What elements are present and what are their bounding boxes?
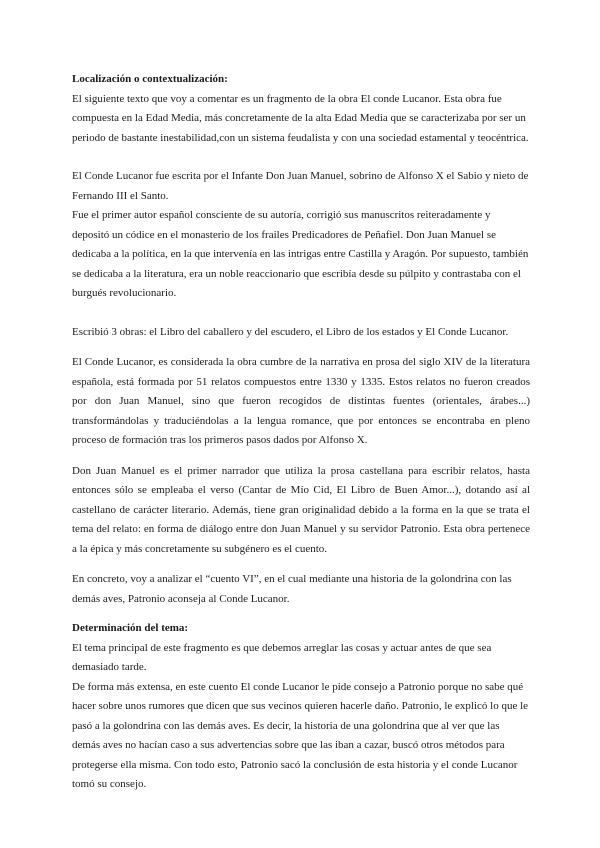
paragraph-obra-cumbre: El Conde Lucanor, es considerada la obra cumbre de la narrativa en prosa del siglo XIV de la literatura española, está formada por 51 relatos compuestos entre 1330 y 1335. Estos relatos no fueron creados por don Juan Manuel, sino que fueron recogidos de distintas fuentes (orientales, árabes...) transformándolas y traduciéndolas a la lengua romance, que por entonces se encontraba en pleno proceso de formación tras los primeros pasos dados por Alfonso X. (72, 356, 530, 446)
section-heading-tema: Determinación del tema: (72, 622, 189, 634)
paragraph-cuento-vi: En concreto, voy a analizar el “cuento VI”, en el cual mediante una historia de la golondrina con las demás aves, Patronio aconseja al Conde Lucanor. (72, 573, 512, 605)
paragraph-author: El Conde Lucanor fue escrita por el Infante Don Juan Manuel, sobrino de Alfonso X el Sabio y nieto de Fernando III el Santo. (72, 170, 529, 202)
paragraph-intro: El siguiente texto que voy a comentar es un fragmento de la obra El conde Lucanor. Esta obra fue compuesta en la Edad Media, más concretamente de la alta Edad Media que se caracterizaba por ser un periodo de bastante inestabilidad,con un sistema feudalista y con una sociedad estamental y teocéntrica. (72, 92, 529, 144)
paragraph-narrador: Don Juan Manuel es el primer narrador que utiliza la prosa castellana para escribir relatos, hasta entonces sólo se empleaba el verso (Cantar de Mío Cid, El Libro de Buen Amor...), dotando así al castellano de carácter literario. Además, tiene gran originalidad debido a la forma en la que se trata el tema del relato: en forma de diálogo entre don Juan Manuel y su servidor Patronio. Esta obra pertenece a la épica y más concretamente su subgénero es el cuento. (72, 464, 530, 555)
document-page (72, 70, 530, 795)
paragraph-works: Escribió 3 obras: el Libro del caballero y del escudero, el Libro de los estados y El Conde Lucanor. (72, 325, 509, 338)
paragraph-tema-principal: El tema principal de este fragmento es que debemos arreglar las cosas y actuar antes de que sea demasiado tarde. (72, 641, 492, 673)
paragraph-tema-extenso: De forma más extensa, en este cuento El conde Lucanor le pide consejo a Patronio porque no sabe qué hacer sobre unos rumores que dicen que sus vecinos quieren hacerle daño. Patronio, le explicó lo que le pasó a la golondrina con las demás aves. Es decir, la historia de una golondrina que al ver que las demás aves no hacían caso a sus advertencias sobre que las iban a cazar, buscó otros métodos para protegerse ella misma. Con todo esto, Patronio sacó la conclusión de esta historia y el conde Lucanor tomó su consejo. (72, 680, 529, 790)
paragraph-author-bio: Fue el primer autor español consciente de su autoría, corrigió sus manuscritos reiteradamente y depositó un códice en el monasterio de los frailes Predicadores de Peñafiel. Don Juan Manuel se dedicaba a la política, en la que intervenía en las intrigas entre Castilla y Aragón. Por supuesto, también se dedicaba a la literatura, era un noble reaccionario que escribía desde su púlpito y contrastaba con el burgués revolucionario. (72, 209, 529, 299)
section-heading-localizacion: Localización o contextualización: (72, 73, 228, 85)
